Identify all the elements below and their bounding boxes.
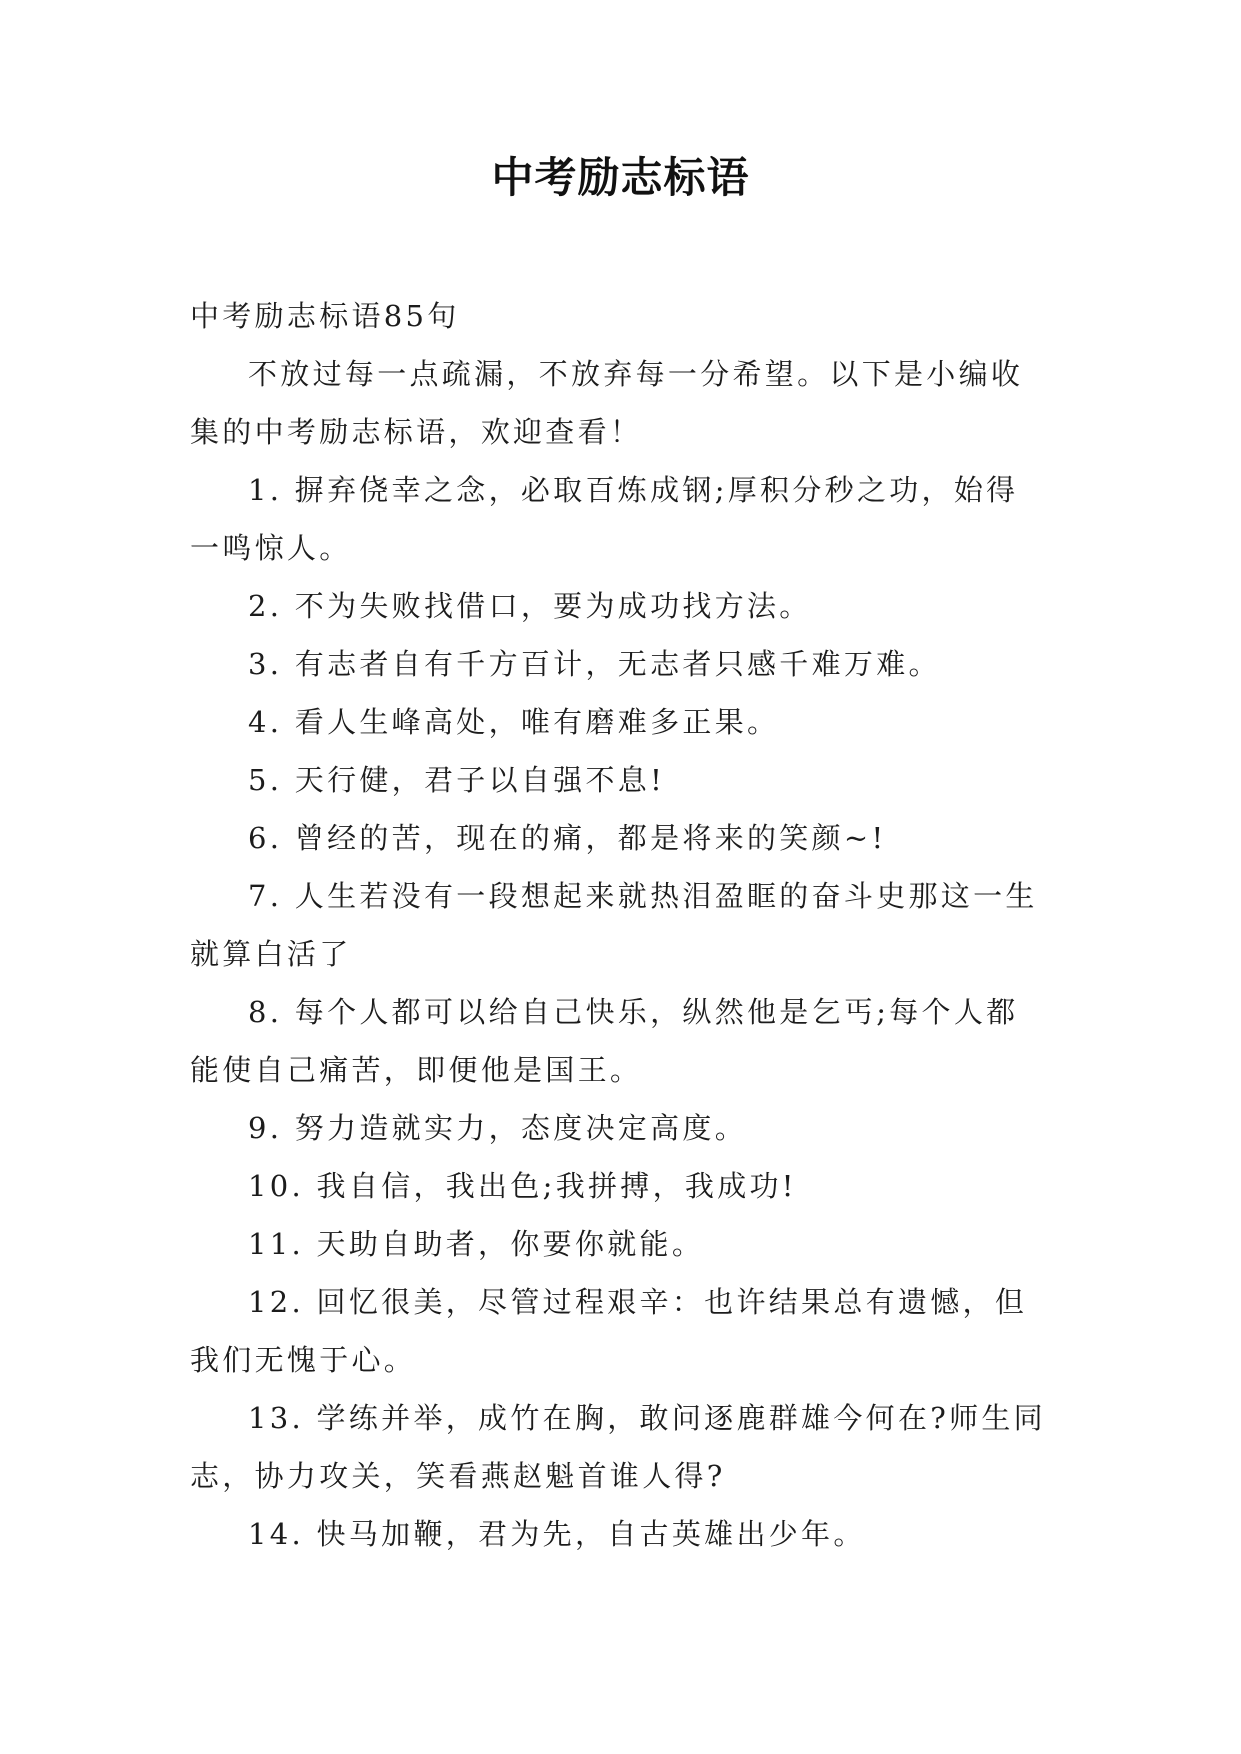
slogan-item: 1. 摒弃侥幸之念，必取百炼成钢;厚积分秒之功，始得一鸣惊人。 bbox=[190, 473, 1019, 565]
slogan-item: 5. 天行健，君子以自强不息! bbox=[248, 763, 666, 797]
page-title: 中考励志标语 bbox=[491, 153, 750, 202]
slogan-item: 2. 不为失败找借口，要为成功找方法。 bbox=[248, 589, 812, 623]
slogan-item: 3. 有志者自有千方百计，无志者只感千难万难。 bbox=[248, 647, 941, 681]
intro-paragraph: 不放过每一点疏漏，不放弃每一分希望。以下是小编收集的中考励志标语，欢迎查看！ bbox=[190, 357, 1024, 449]
slogan-item: 7. 人生若没有一段想起来就热泪盈眶的奋斗史那这一生就算白活了 bbox=[190, 879, 1038, 971]
slogan-item: 10. 我自信，我出色;我拼搏，我成功! bbox=[248, 1169, 797, 1203]
slogan-item: 9. 努力造就实力，态度决定高度。 bbox=[248, 1111, 747, 1145]
document-body bbox=[190, 287, 1050, 1563]
slogan-item: 8. 每个人都可以给自己快乐，纵然他是乞丐;每个人都能使自己痛苦，即便他是国王。 bbox=[190, 995, 1019, 1087]
slogan-item: 11. 天助自助者，你要你就能。 bbox=[248, 1227, 705, 1261]
slogan-item: 6. 曾经的苦，现在的痛，都是将来的笑颜~! bbox=[248, 821, 887, 855]
slogan-item: 12. 回忆很美，尽管过程艰辛：也许结果总有遗憾，但我们无愧于心。 bbox=[190, 1285, 1028, 1377]
slogan-item: 4. 看人生峰高处，唯有磨难多正果。 bbox=[248, 705, 780, 739]
document-subtitle: 中考励志标语85句 bbox=[190, 299, 460, 333]
slogan-item: 13. 学练并举，成竹在胸，敢问逐鹿群雄今何在?师生同志，协力攻关，笑看燕赵魁首谁人得? bbox=[190, 1401, 1046, 1493]
slogan-item: 14. 快马加鞭，君为先，自古英雄出少年。 bbox=[248, 1517, 866, 1551]
